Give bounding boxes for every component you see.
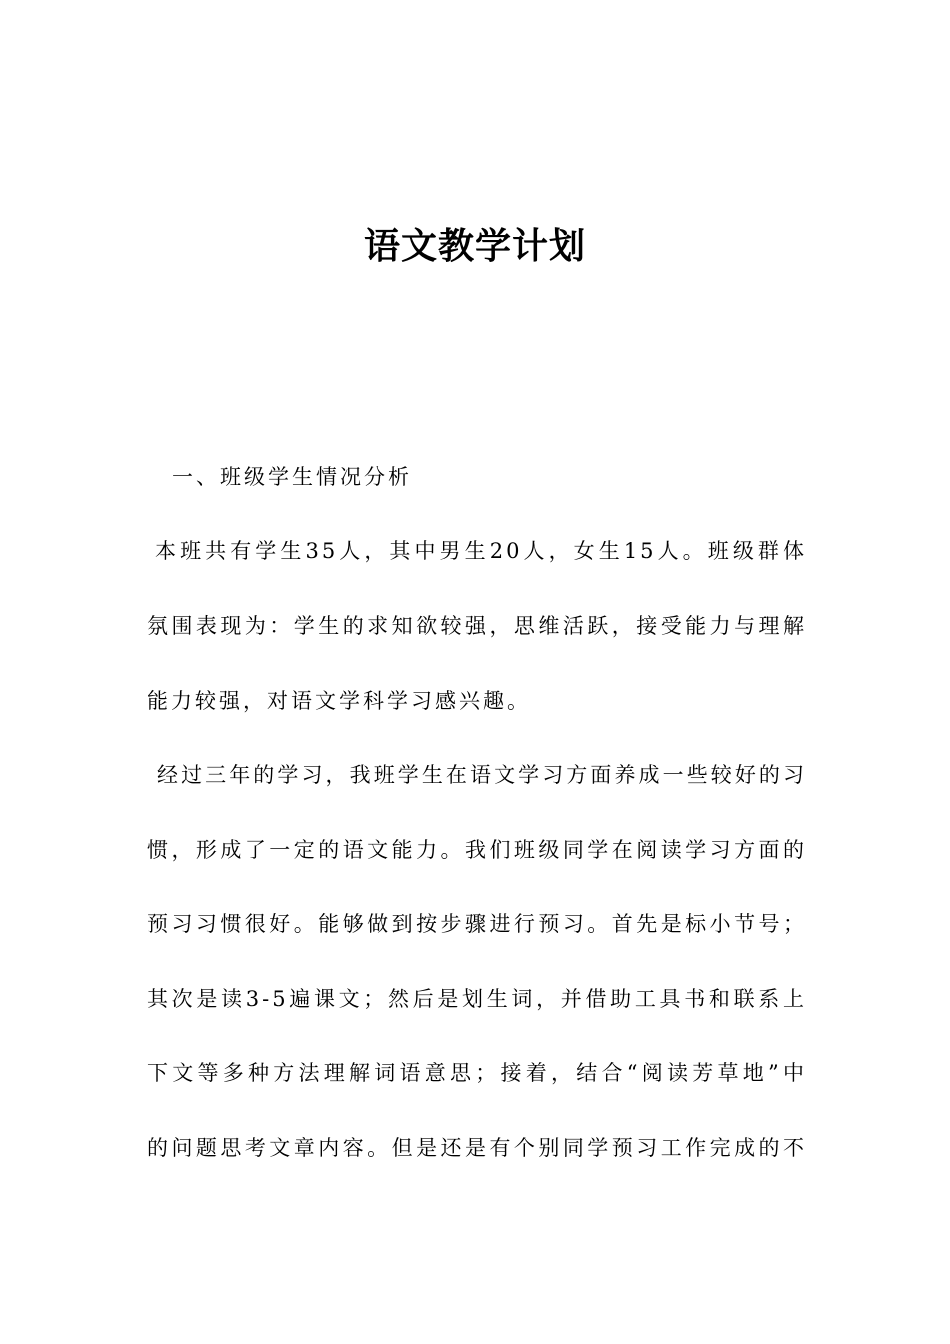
paragraph-1-line-1: 本班共有学生35人，其中男生20人，女生15人。班级群体 — [155, 539, 807, 563]
paragraph-2-line-4: 其次是读3-5遍课文；然后是划生词，并借助工具书和联系上 — [147, 987, 807, 1011]
paragraph-2-line-6: 的问题思考文章内容。但是还是有个别同学预习工作完成的不 — [147, 1136, 807, 1160]
paragraph-2-line-2: 惯，形成了一定的语文能力。我们班级同学在阅读学习方面的 — [147, 838, 807, 862]
paragraph-1-line-2: 氛围表现为：学生的求知欲较强，思维活跃，接受能力与理解 — [147, 614, 807, 638]
paragraph-2-line-1: 经过三年的学习，我班学生在语文学习方面养成一些较好的习 — [157, 763, 807, 787]
paragraph-1-line-3: 能力较强，对语文学科学习感兴趣。 — [147, 689, 531, 713]
paragraph-2-line-3: 预习习惯很好。能够做到按步骤进行预习。首先是标小节号； — [147, 912, 807, 936]
paragraph-2-line-5: 下文等多种方法理解词语意思；接着，结合“阅读芳草地”中 — [147, 1061, 807, 1085]
section-heading: 一、班级学生情况分析 — [172, 465, 412, 489]
document-title: 语文教学计划 — [363, 226, 586, 267]
